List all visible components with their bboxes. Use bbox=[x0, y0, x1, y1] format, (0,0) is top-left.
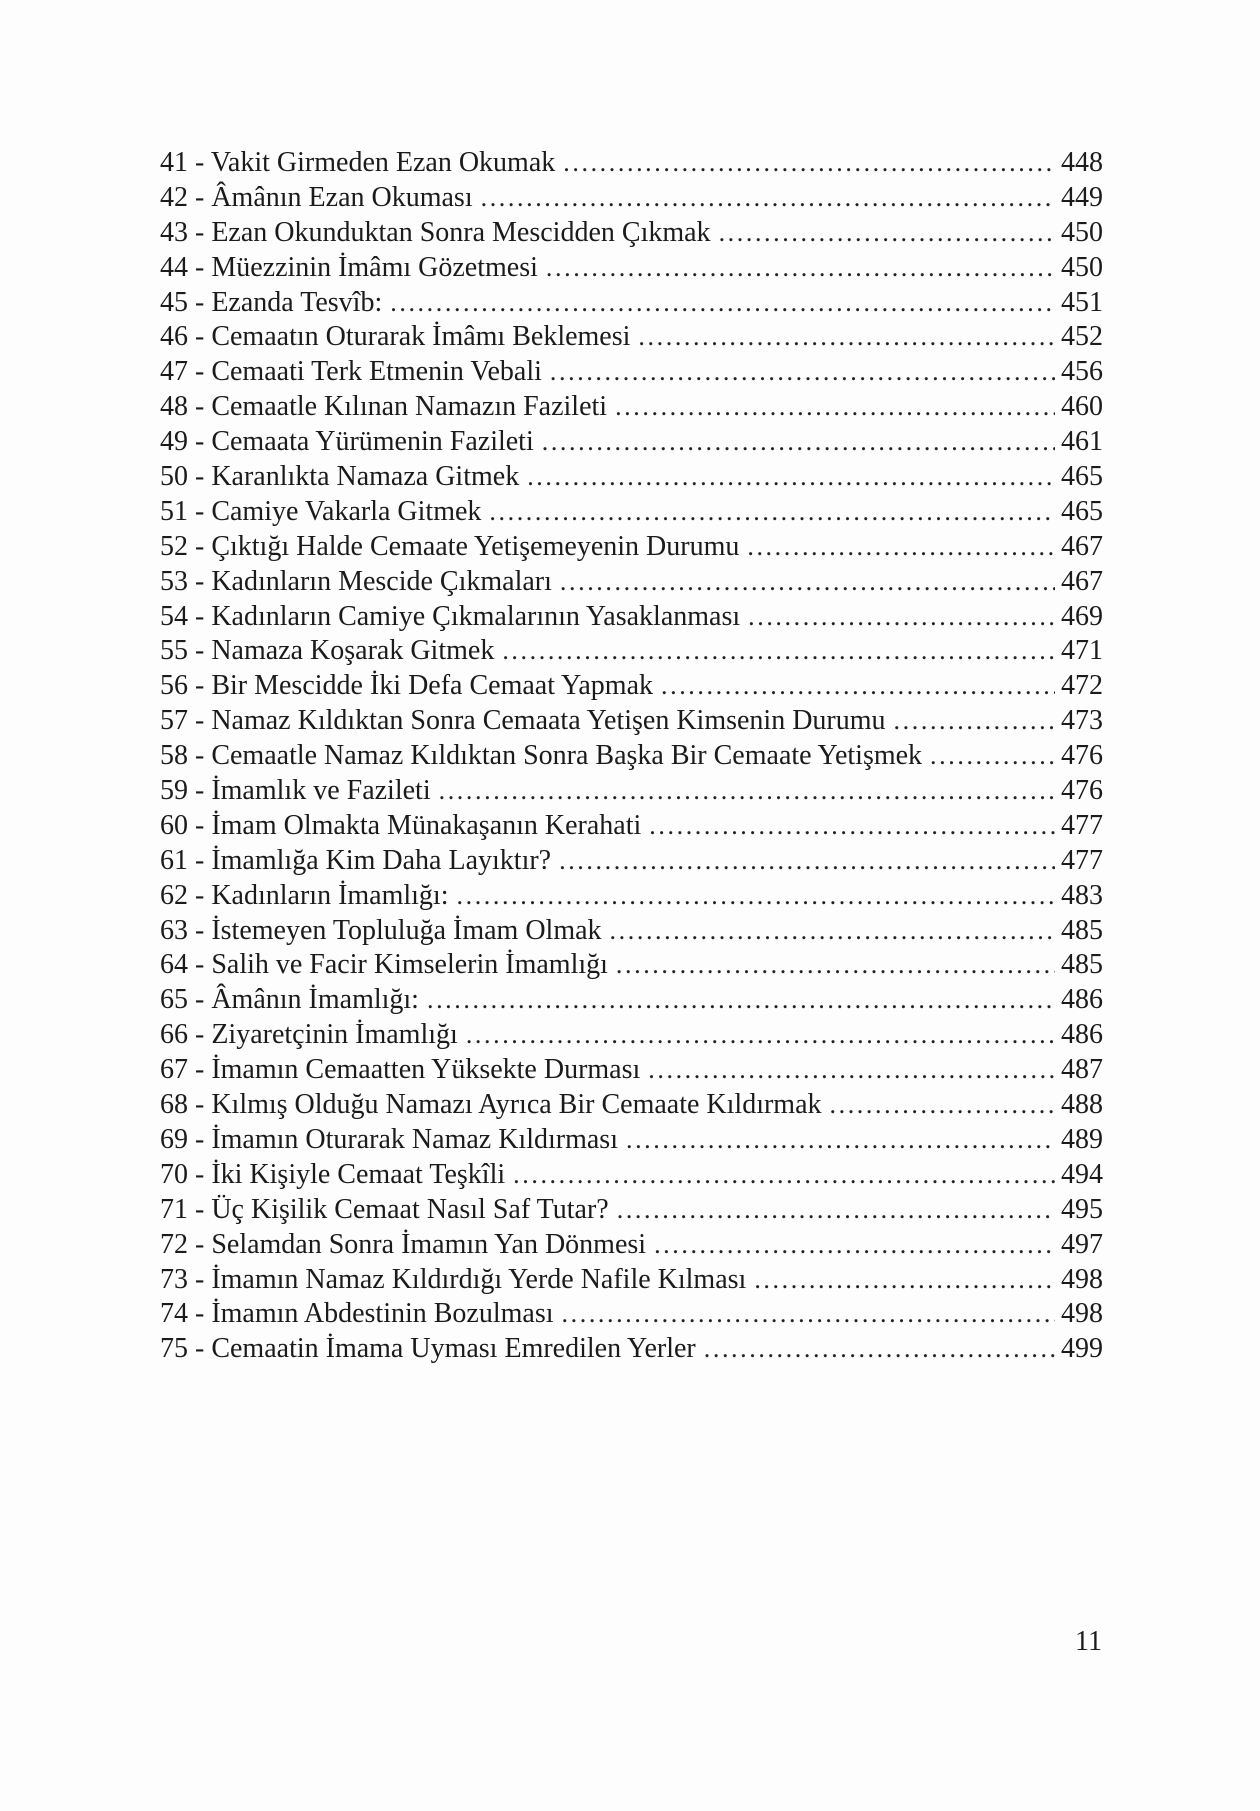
toc-entry-label: 60 - İmam Olmakta Münakaşanın Kerahati bbox=[160, 809, 642, 841]
dot-leader-icon bbox=[560, 565, 1055, 600]
toc-entry-page: 473 bbox=[1061, 705, 1103, 737]
toc-entry bbox=[160, 600, 1103, 635]
dot-leader-icon bbox=[894, 704, 1055, 739]
toc-entry-label: 72 - Selamdan Sonra İmamın Yan Dönmesi bbox=[160, 1228, 647, 1260]
dot-leader-icon bbox=[617, 1193, 1055, 1228]
toc-entry bbox=[160, 1088, 1103, 1123]
toc-entry-label: 71 - Üç Kişilik Cemaat Nasıl Saf Tutar? bbox=[160, 1193, 609, 1225]
dot-leader-icon bbox=[559, 844, 1055, 879]
toc-entry bbox=[160, 1053, 1103, 1088]
toc-entry-page: 485 bbox=[1061, 949, 1103, 981]
toc-entry-label: 52 - Çıktığı Halde Cemaate Yetişemeyenin Durumu bbox=[160, 530, 740, 562]
toc-entry-page: 495 bbox=[1061, 1193, 1103, 1225]
toc-entry bbox=[160, 1332, 1103, 1367]
dot-leader-icon bbox=[930, 739, 1055, 774]
toc-entry bbox=[160, 704, 1103, 739]
toc-entry bbox=[160, 146, 1103, 181]
toc-entry bbox=[160, 355, 1103, 390]
toc-entry-page: 487 bbox=[1061, 1054, 1103, 1086]
dot-leader-icon bbox=[638, 320, 1055, 355]
toc-entry-label: 61 - İmamlığa Kim Daha Layıktır? bbox=[160, 844, 552, 876]
toc-entry-page: 483 bbox=[1061, 879, 1103, 911]
toc-entry-label: 57 - Namaz Kıldıktan Sonra Cemaata Yetişen Kimsenin Durumu bbox=[160, 705, 886, 737]
dot-leader-icon bbox=[830, 1088, 1056, 1123]
toc-list bbox=[160, 146, 1103, 1367]
toc-entry-label: 55 - Namaza Koşarak Gitmek bbox=[160, 635, 495, 667]
toc-entry bbox=[160, 1193, 1103, 1228]
dot-leader-icon bbox=[527, 460, 1055, 495]
toc-entry-page: 472 bbox=[1061, 670, 1103, 702]
toc-entry-page: 494 bbox=[1061, 1158, 1103, 1190]
toc-entry-page: 476 bbox=[1061, 740, 1103, 772]
toc-entry-label: 49 - Cemaata Yürümenin Fazileti bbox=[160, 426, 534, 458]
toc-entry-page: 451 bbox=[1061, 286, 1103, 318]
toc-entry bbox=[160, 320, 1103, 355]
page-number: 11 bbox=[1075, 1626, 1102, 1657]
toc-entry-page: 497 bbox=[1061, 1228, 1103, 1260]
dot-leader-icon bbox=[489, 495, 1055, 530]
toc-entry bbox=[160, 774, 1103, 809]
toc-entry bbox=[160, 1018, 1103, 1053]
dot-leader-icon bbox=[610, 914, 1055, 949]
toc-entry bbox=[160, 634, 1103, 669]
toc-entry-page: 471 bbox=[1061, 635, 1103, 667]
toc-entry-page: 477 bbox=[1061, 844, 1103, 876]
toc-entry-label: 48 - Cemaatle Kılınan Namazın Fazileti bbox=[160, 391, 608, 423]
toc-entry-label: 68 - Kılmış Olduğu Namazı Ayrıca Bir Cemaate Kıldırmak bbox=[160, 1089, 822, 1121]
toc-entry bbox=[160, 425, 1103, 460]
toc-entry bbox=[160, 286, 1103, 321]
toc-entry-page: 467 bbox=[1061, 565, 1103, 597]
toc-entry-label: 69 - İmamın Oturarak Namaz Kıldırması bbox=[160, 1123, 618, 1155]
toc-entry bbox=[160, 739, 1103, 774]
toc-entry bbox=[160, 530, 1103, 565]
toc-entry-page: 465 bbox=[1061, 461, 1103, 493]
toc-entry bbox=[160, 565, 1103, 600]
toc-entry-page: 485 bbox=[1061, 914, 1103, 946]
toc-entry-label: 46 - Cemaatın Oturarak İmâmı Beklemesi bbox=[160, 321, 631, 353]
toc-entry-label: 65 - Âmânın İmamlığı: bbox=[160, 984, 419, 1016]
toc-entry-page: 499 bbox=[1061, 1333, 1103, 1365]
toc-entry-label: 43 - Ezan Okunduktan Sonra Mescidden Çıkmak bbox=[160, 216, 711, 248]
toc-entry-page: 452 bbox=[1061, 321, 1103, 353]
toc-entry bbox=[160, 251, 1103, 286]
toc-entry-label: 50 - Karanlıkta Namaza Gitmek bbox=[160, 461, 520, 493]
dot-leader-icon bbox=[615, 390, 1055, 425]
dot-leader-icon bbox=[748, 600, 1055, 635]
dot-leader-icon bbox=[616, 948, 1055, 983]
dot-leader-icon bbox=[626, 1123, 1055, 1158]
dot-leader-icon bbox=[427, 983, 1055, 1018]
toc-entry bbox=[160, 879, 1103, 914]
toc-entry-page: 488 bbox=[1061, 1089, 1103, 1121]
dot-leader-icon bbox=[719, 216, 1055, 251]
dot-leader-icon bbox=[513, 1158, 1055, 1193]
toc-entry-page: 448 bbox=[1061, 147, 1103, 178]
toc-entry bbox=[160, 390, 1103, 425]
dot-leader-icon bbox=[542, 425, 1055, 460]
toc-entry bbox=[160, 1123, 1103, 1158]
toc-entry-page: 467 bbox=[1061, 530, 1103, 562]
dot-leader-icon bbox=[546, 251, 1055, 286]
dot-leader-icon bbox=[661, 669, 1055, 704]
dot-leader-icon bbox=[563, 146, 1055, 181]
toc-entry-label: 67 - İmamın Cemaatten Yüksekte Durması bbox=[160, 1054, 641, 1086]
toc-entry-label: 45 - Ezanda Tesvîb: bbox=[160, 286, 383, 318]
toc-entry-label: 54 - Kadınların Camiye Çıkmalarının Yasaklanması bbox=[160, 600, 741, 632]
toc-entry bbox=[160, 983, 1103, 1018]
toc-entry-label: 73 - İmamın Namaz Kıldırdığı Yerde Nafile Kılması bbox=[160, 1263, 747, 1295]
toc-entry-label: 56 - Bir Mescidde İki Defa Cemaat Yapmak bbox=[160, 670, 653, 702]
toc-entry bbox=[160, 948, 1103, 983]
toc-entry-label: 58 - Cemaatle Namaz Kıldıktan Sonra Başka Bir Cemaate Yetişmek bbox=[160, 740, 923, 772]
dot-leader-icon bbox=[502, 634, 1055, 669]
dot-leader-icon bbox=[439, 774, 1055, 809]
dot-leader-icon bbox=[550, 355, 1055, 390]
dot-leader-icon bbox=[481, 181, 1055, 216]
toc-entry bbox=[160, 914, 1103, 949]
toc-entry-label: 62 - Kadınların İmamlığı: bbox=[160, 879, 449, 911]
toc-entry-label: 53 - Kadınların Mescide Çıkmaları bbox=[160, 565, 552, 597]
toc-entry-label: 51 - Camiye Vakarla Gitmek bbox=[160, 495, 482, 527]
dot-leader-icon bbox=[754, 1263, 1055, 1298]
dot-leader-icon bbox=[390, 286, 1055, 321]
toc-entry bbox=[160, 495, 1103, 530]
toc-entry-label: 42 - Âmânın Ezan Okuması bbox=[160, 181, 473, 213]
dot-leader-icon bbox=[648, 1053, 1055, 1088]
toc-entry-label: 74 - İmamın Abdestinin Bozulması bbox=[160, 1298, 554, 1330]
toc-entry-label: 64 - Salih ve Facir Kimselerin İmamlığı bbox=[160, 949, 608, 981]
toc-entry-page: 498 bbox=[1061, 1263, 1103, 1295]
toc-entry bbox=[160, 1263, 1103, 1298]
dot-leader-icon bbox=[457, 879, 1056, 914]
dot-leader-icon bbox=[649, 809, 1055, 844]
dot-leader-icon bbox=[562, 1297, 1055, 1332]
toc-entry-page: 486 bbox=[1061, 1019, 1103, 1051]
dot-leader-icon bbox=[466, 1018, 1055, 1053]
toc-entry-page: 449 bbox=[1061, 181, 1103, 213]
toc-entry bbox=[160, 216, 1103, 251]
toc-entry-label: 59 - İmamlık ve Fazileti bbox=[160, 775, 431, 807]
toc-entry-page: 489 bbox=[1061, 1123, 1103, 1155]
toc-entry-page: 450 bbox=[1061, 251, 1103, 283]
toc-entry-label: 75 - Cemaatin İmama Uyması Emredilen Yerler bbox=[160, 1333, 696, 1365]
toc-entry bbox=[160, 1297, 1103, 1332]
toc-entry bbox=[160, 1158, 1103, 1193]
toc-entry bbox=[160, 181, 1103, 216]
toc-entry bbox=[160, 460, 1103, 495]
toc-entry-page: 477 bbox=[1061, 809, 1103, 841]
toc-entry-page: 486 bbox=[1061, 984, 1103, 1016]
toc-entry-label: 63 - İstemeyen Topluluğa İmam Olmak bbox=[160, 914, 602, 946]
toc-entry bbox=[160, 809, 1103, 844]
toc-entry bbox=[160, 1228, 1103, 1263]
toc-entry-page: 456 bbox=[1061, 356, 1103, 388]
toc-entry-label: 41 - Vakit Girmeden Ezan Okumak bbox=[160, 147, 556, 178]
toc-entry-label: 70 - İki Kişiyle Cemaat Teşkîli bbox=[160, 1158, 506, 1190]
dot-leader-icon bbox=[654, 1228, 1055, 1263]
toc-entry-page: 465 bbox=[1061, 495, 1103, 527]
toc-entry bbox=[160, 669, 1103, 704]
toc-entry-page: 469 bbox=[1061, 600, 1103, 632]
toc-entry-page: 476 bbox=[1061, 775, 1103, 807]
toc-entry-label: 47 - Cemaati Terk Etmenin Vebali bbox=[160, 356, 542, 388]
toc-entry-label: 66 - Ziyaretçinin İmamlığı bbox=[160, 1019, 458, 1051]
toc-entry bbox=[160, 844, 1103, 879]
toc-entry-page: 498 bbox=[1061, 1298, 1103, 1330]
toc-entry-page: 461 bbox=[1061, 426, 1103, 458]
dot-leader-icon bbox=[747, 530, 1055, 565]
dot-leader-icon bbox=[704, 1332, 1055, 1367]
toc-entry-page: 460 bbox=[1061, 391, 1103, 423]
toc-entry-label: 44 - Müezzinin İmâmı Gözetmesi bbox=[160, 251, 538, 283]
toc-entry-page: 450 bbox=[1061, 216, 1103, 248]
